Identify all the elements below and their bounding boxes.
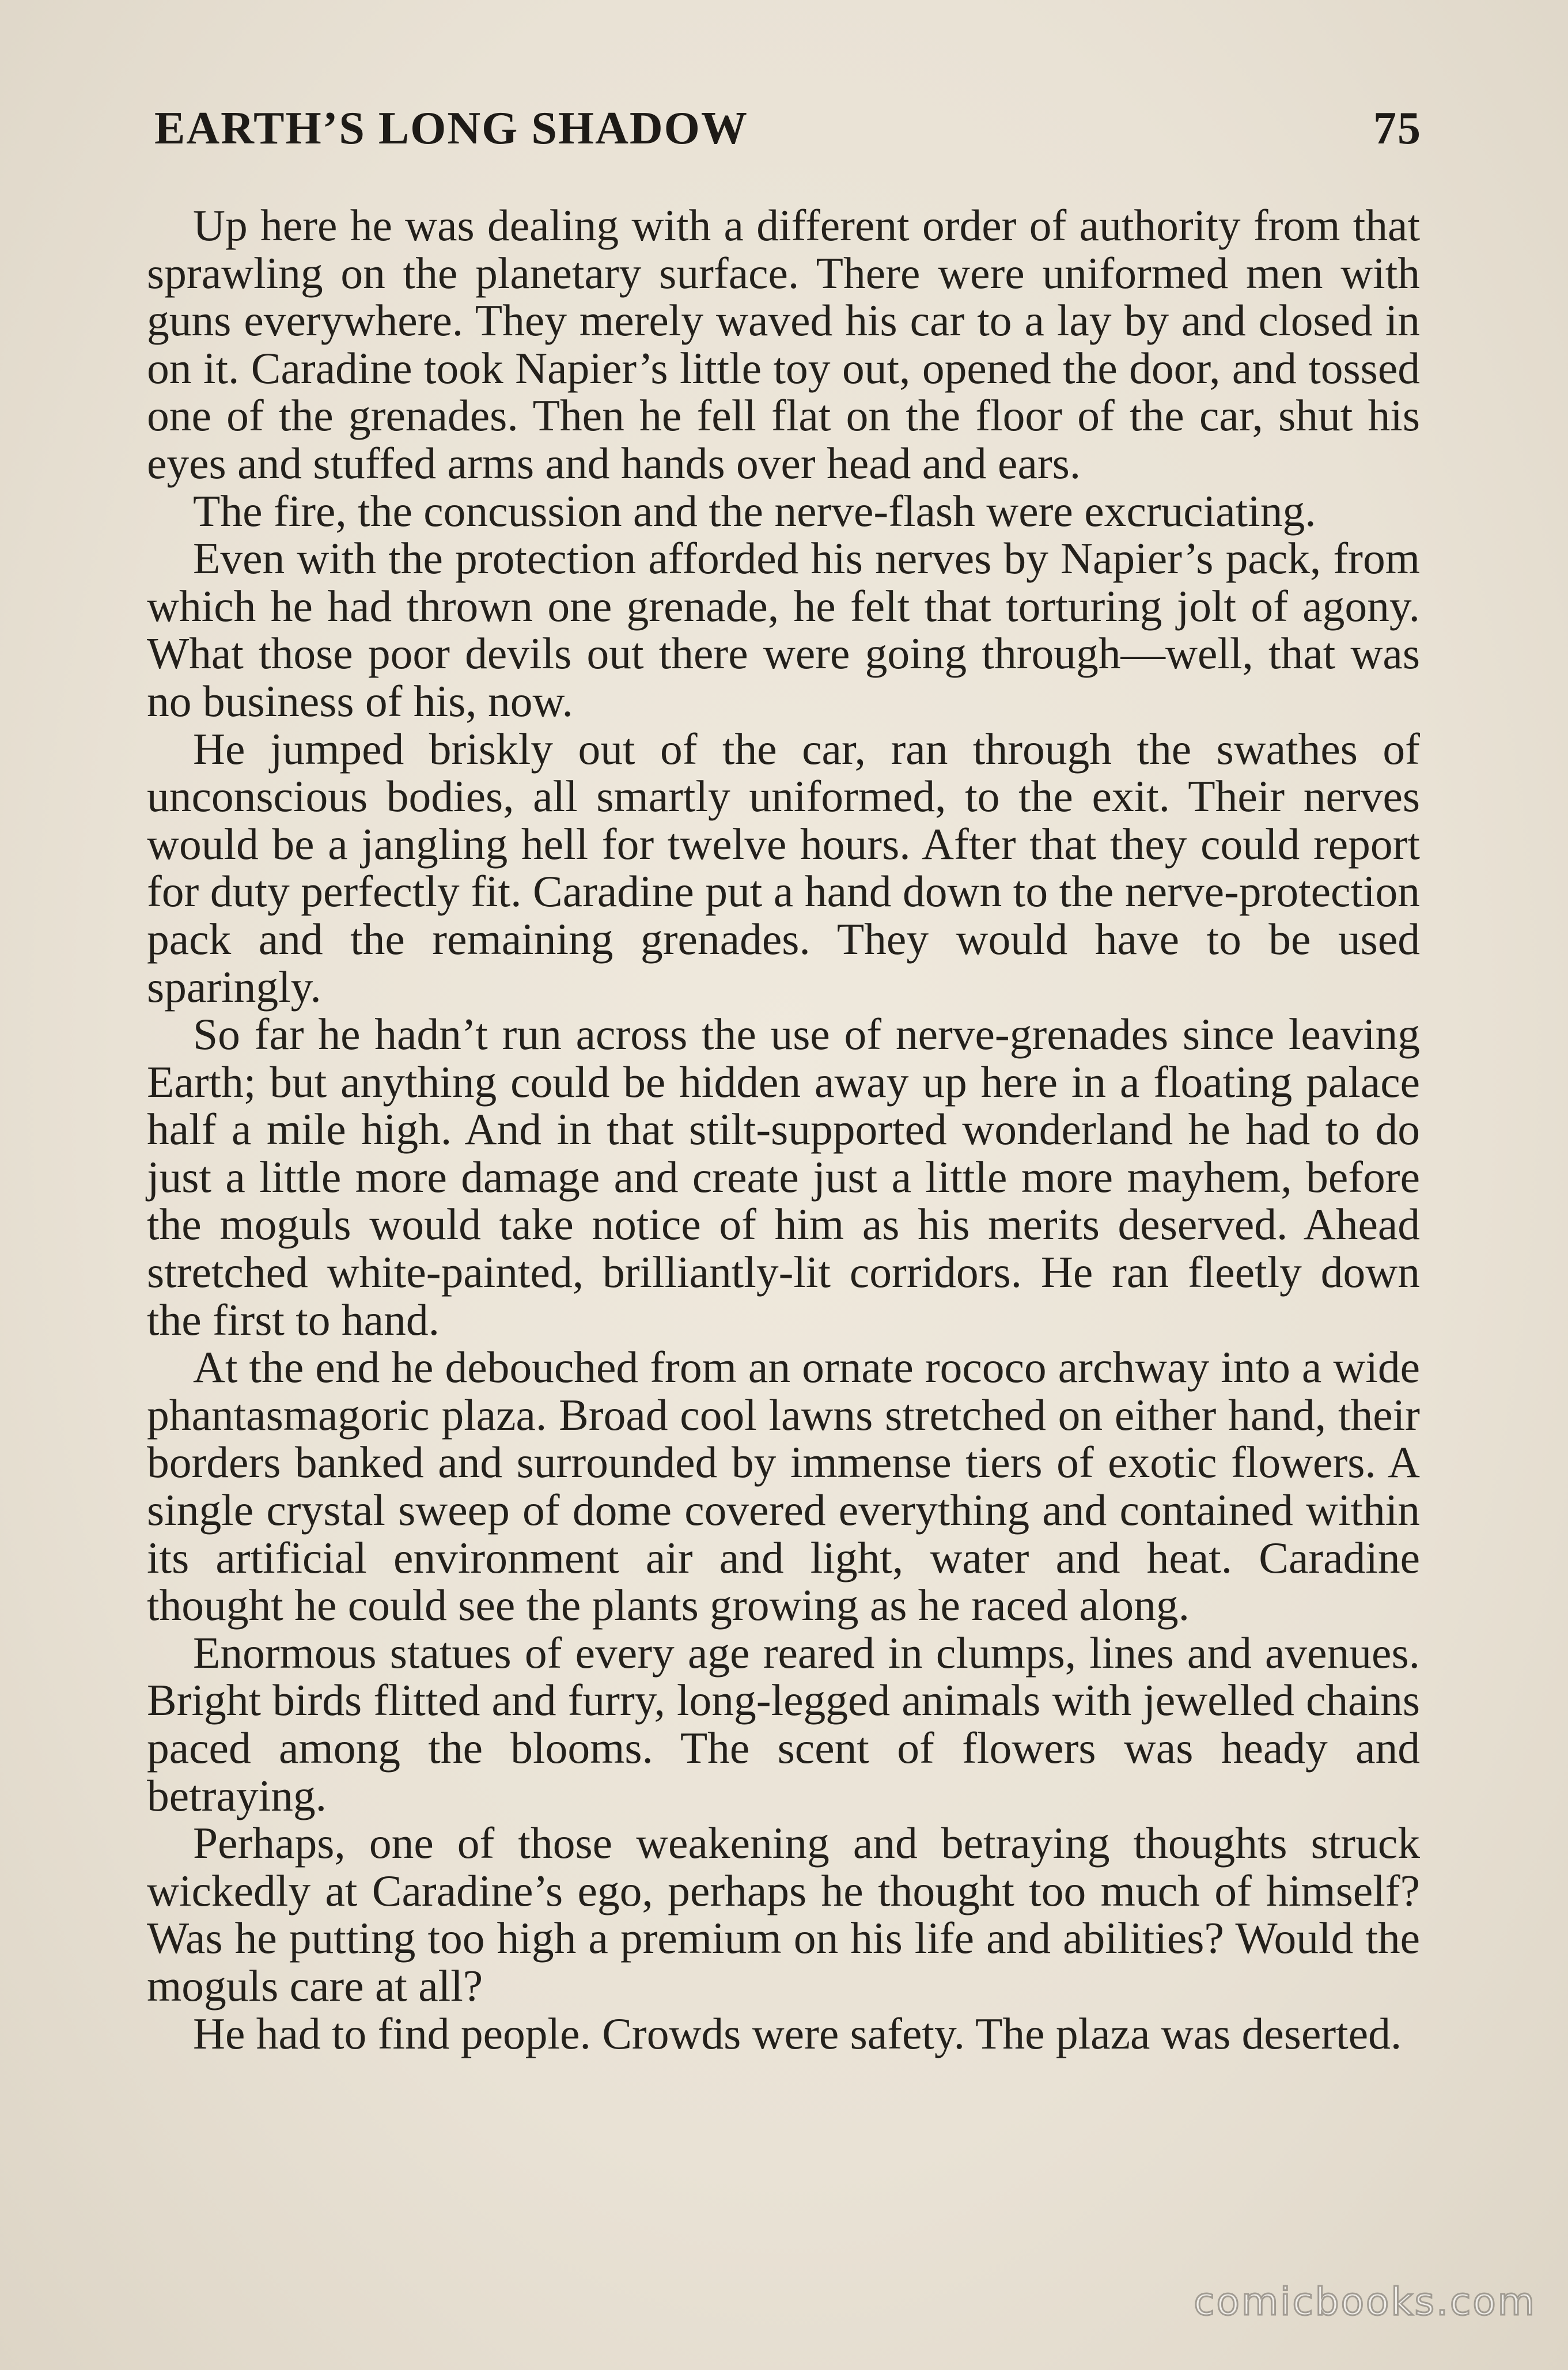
watermark: comicbooks.com xyxy=(1194,2280,1536,2324)
page-header xyxy=(154,103,1422,160)
paragraph: Even with the protection afforded his nerves by Napier’s pack, from which he had thrown one grenade, he felt that torturing jolt of agony. What those poor devils out there were going through—well, that was no business of his, now. xyxy=(147,533,1420,726)
paragraph: Perhaps, one of those weakening and betraying thoughts struck wickedly at Caradine’s ego, perhaps he thought too much of himself? Was he putting too high a premium on his life and abilities? Would the moguls care at all? xyxy=(147,1818,1420,2011)
paragraph: At the end he debouched from an ornate rococo archway into a wide phantasmagoric plaza. Broad cool lawns stretched on either hand, their borders banked and surrounded by immense tiers of exotic flowers. A single crystal sweep of dome covered everything and contained within its artificial environment air and light, water and heat. Caradine thought he could see the plants growing as he raced along. xyxy=(147,1342,1420,1630)
body-text xyxy=(147,202,1420,2057)
paragraph: So far he hadn’t run across the use of nerve-grenades since leaving Earth; but anything could be hidden away up here in a floating palace half a mile high. And in that stilt-supported wonderland he had to do just a little more damage and create just a little more mayhem, before the moguls would take notice of him as his merits deserved. Ahead stretched white-painted, brilliantly-lit corridors. He ran fleetly down the first to hand. xyxy=(147,1009,1420,1345)
paragraph: He had to find people. Crowds were safety. The plaza was deserted. xyxy=(193,2008,1402,2058)
running-title: EARTH’S LONG SHADOW xyxy=(154,103,748,154)
page-number: 75 xyxy=(1373,103,1422,154)
paragraph: He jumped briskly out of the car, ran through the swathes of unconscious bodies, all smartly uniformed, to the exit. Their nerves would be a jangling hell for twelve hours. After that they could report for duty perfectly fit. Caradine put a hand down to the nerve-protection pack and the remaining grenades. They would have to be used sparingly. xyxy=(147,724,1420,1012)
paragraph: Up here he was dealing with a different order of authority from that sprawling on the planetary surface. There were uniformed men with guns everywhere. They merely waved his car to a lay by and closed in on it. Caradine took Napier’s little toy out, opened the door, and tossed one of the grenades. Then he fell flat on the floor of the car, shut his eyes and stuffed arms and hands over head and ears. xyxy=(147,200,1420,488)
paragraph: Enormous statues of every age reared in clumps, lines and avenues. Bright birds flitted and furry, long-legged animals with jewelled chains paced among the blooms. The scent of flowers was heady and betraying. xyxy=(147,1627,1420,1820)
paragraph: The fire, the concussion and the nerve-flash were excruciating. xyxy=(193,486,1316,536)
